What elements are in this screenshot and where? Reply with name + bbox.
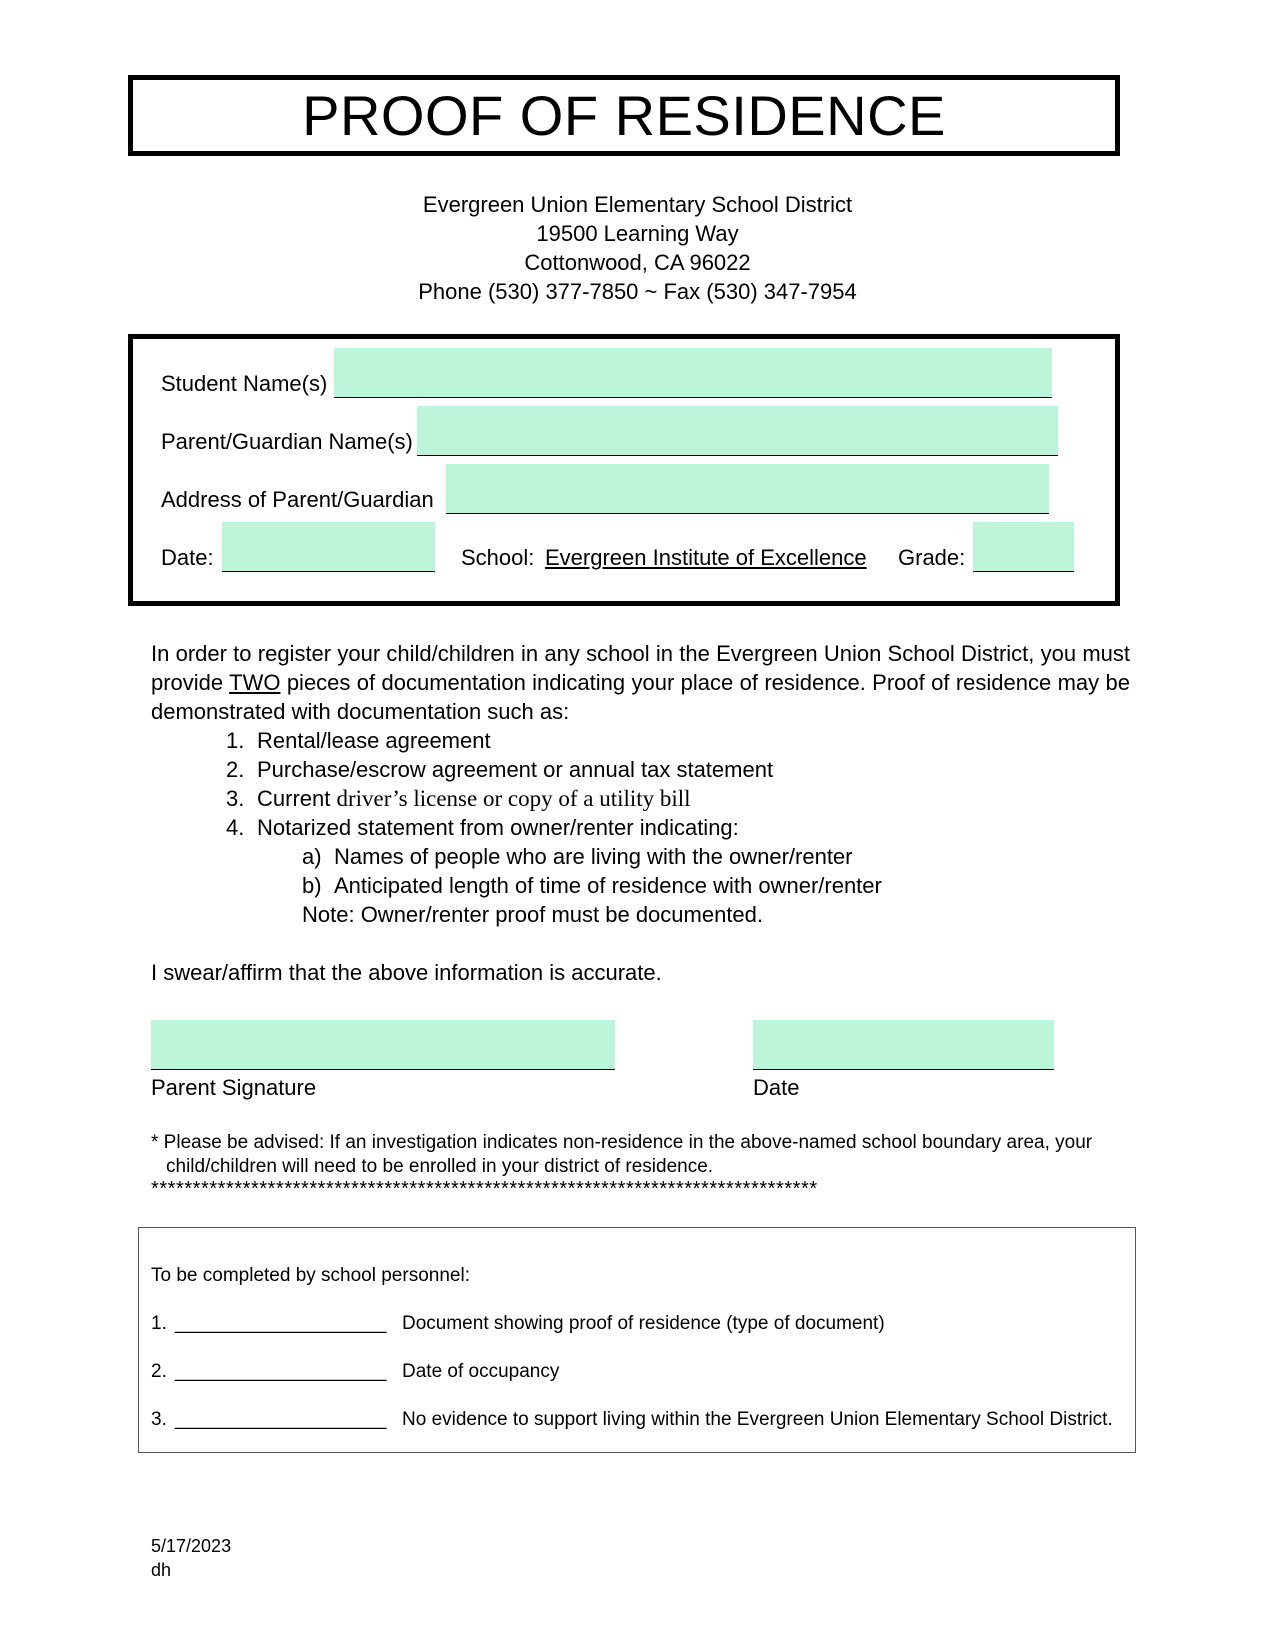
list-item-3-text-a: Current bbox=[257, 786, 337, 811]
personnel-row-1-number: 1. bbox=[151, 1313, 167, 1334]
personnel-row-1-text: Document showing proof of residence (type of document) bbox=[402, 1313, 885, 1334]
personnel-row-3-text: No evidence to support living within the Evergreen Union Elementary School District. bbox=[402, 1409, 1113, 1430]
signature-date-field[interactable] bbox=[753, 1020, 1054, 1070]
district-phone-fax: Phone (530) 377-7850 ~ Fax (530) 347-7954 bbox=[418, 279, 857, 304]
intro-part2: pieces of documentation indicating your place of residence. Proof of residence may be demonstrated with documentation such as: bbox=[151, 670, 1130, 724]
student-name-field[interactable] bbox=[334, 348, 1052, 398]
date-field[interactable] bbox=[222, 522, 435, 572]
sub-item-b-letter: b) bbox=[302, 873, 322, 898]
address-field[interactable] bbox=[446, 464, 1049, 514]
parent-name-label: Parent/Guardian Name(s) bbox=[161, 429, 413, 454]
personnel-row-3-number: 3. bbox=[151, 1409, 167, 1430]
sub-item-a-text: Names of people who are living with the owner/renter bbox=[334, 844, 853, 869]
instructions-paragraph bbox=[151, 639, 1130, 726]
page-title: PROOF OF RESIDENCE bbox=[302, 84, 946, 147]
list-item-1-text: Rental/lease agreement bbox=[257, 728, 491, 753]
advisory-line-1: * Please be advised: If an investigation indicates non-residence in the above-named school boundary area, your bbox=[151, 1132, 1093, 1153]
school-value: Evergreen Institute of Excellence bbox=[545, 545, 867, 570]
advisory-line-2: child/children will need to be enrolled in your district of residence. bbox=[166, 1156, 714, 1177]
grade-field[interactable] bbox=[973, 522, 1074, 572]
sub-item-a-letter: a) bbox=[302, 844, 322, 869]
list-item-2-number: 2. bbox=[226, 757, 245, 782]
parent-signature-field[interactable] bbox=[151, 1020, 615, 1070]
signature-date-label: Date bbox=[753, 1075, 800, 1100]
personnel-row-2-number: 2. bbox=[151, 1361, 167, 1382]
affirmation-text: I swear/affirm that the above information is accurate. bbox=[151, 960, 662, 985]
list-item-3-text-b: driver’s license or copy of a utility bill bbox=[336, 786, 691, 811]
personnel-row-2-text: Date of occupancy bbox=[402, 1361, 560, 1382]
intro-part1: In order to register your child/children in any school in the Evergreen Union School District, you must provide bbox=[151, 641, 1130, 695]
sub-item-b-text: Anticipated length of time of residence with owner/renter bbox=[334, 873, 882, 898]
parent-signature-label: Parent Signature bbox=[151, 1075, 317, 1100]
grade-label: Grade: bbox=[898, 545, 966, 570]
footer-initials: dh bbox=[151, 1560, 172, 1580]
list-item-1-number: 1. bbox=[226, 728, 245, 753]
personnel-row-1-blank[interactable]: ____________________ bbox=[175, 1313, 387, 1334]
student-name-label: Student Name(s) bbox=[161, 371, 328, 396]
district-street: 19500 Learning Way bbox=[536, 221, 739, 246]
address-label: Address of Parent/Guardian bbox=[161, 487, 434, 512]
list-item-2-text: Purchase/escrow agreement or annual tax statement bbox=[257, 757, 774, 782]
title-box bbox=[128, 75, 1120, 156]
note-text: Note: Owner/renter proof must be documented. bbox=[302, 902, 764, 927]
list-item-4-number: 4. bbox=[226, 815, 245, 840]
parent-name-field[interactable] bbox=[417, 406, 1058, 456]
list-item-4-text: Notarized statement from owner/renter indicating: bbox=[257, 815, 739, 840]
list-item-3-text bbox=[257, 784, 691, 813]
list-item-3-number: 3. bbox=[226, 786, 245, 811]
intro-emphasis: TWO bbox=[229, 670, 281, 695]
separator-stars: ******************************************************************************** bbox=[151, 1178, 818, 1200]
district-city: Cottonwood, CA 96022 bbox=[524, 250, 751, 275]
personnel-row-2-blank[interactable]: ____________________ bbox=[175, 1361, 387, 1382]
district-name: Evergreen Union Elementary School District bbox=[422, 192, 853, 217]
school-label: School: bbox=[461, 545, 535, 570]
date-label: Date: bbox=[161, 545, 214, 570]
footer-date: 5/17/2023 bbox=[151, 1536, 232, 1556]
personnel-heading: To be completed by school personnel: bbox=[151, 1265, 470, 1286]
personnel-row-3-blank[interactable]: ____________________ bbox=[175, 1409, 387, 1430]
